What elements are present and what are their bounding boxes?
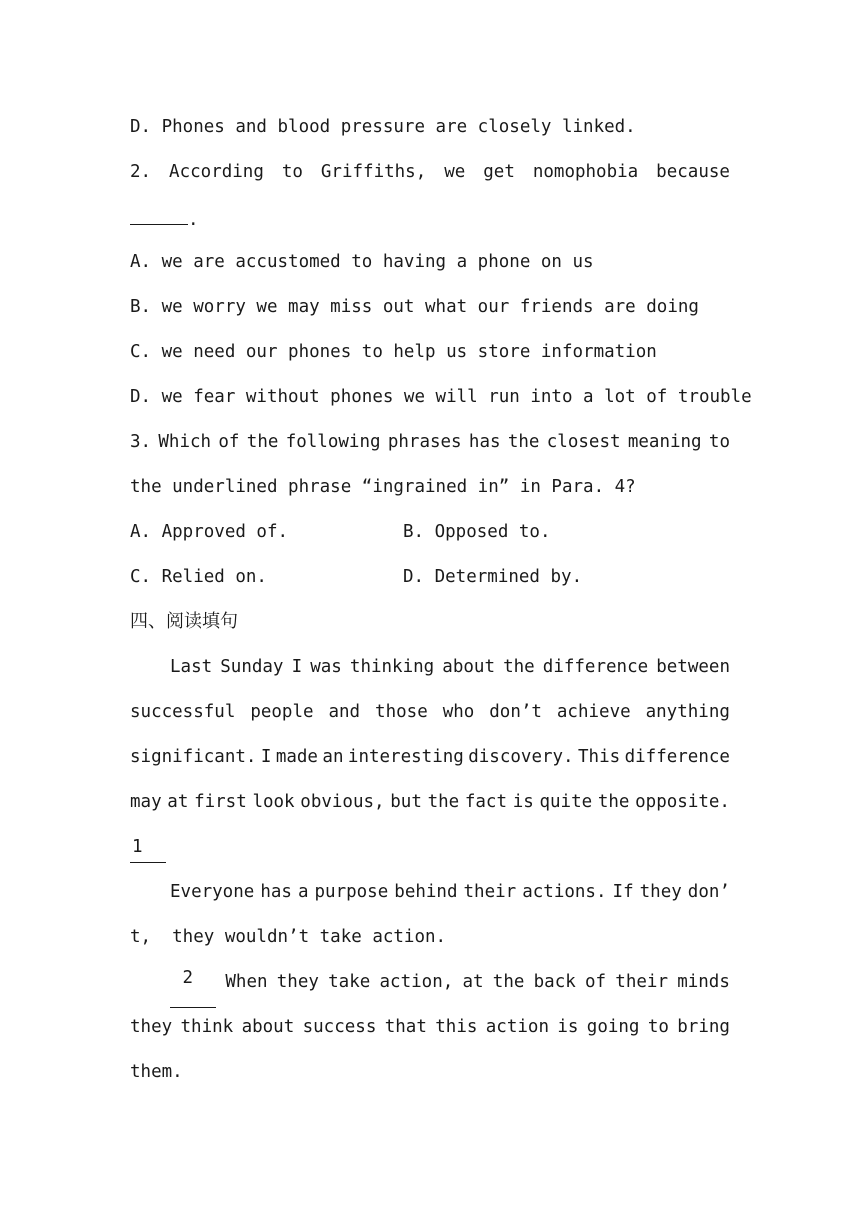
passage-p1-line4: [130, 783, 730, 828]
passage-blank-1-line: [130, 828, 730, 873]
word: they: [639, 882, 682, 902]
word: about: [241, 1017, 295, 1037]
passage-p1-line1: [130, 648, 730, 693]
q3-option-b: B. Opposed to.: [403, 522, 551, 542]
word: going: [586, 1017, 640, 1037]
document-page: [130, 108, 752, 1098]
word: take: [328, 972, 371, 992]
passage-p3-line3: them.: [130, 1062, 183, 1082]
word: success: [302, 1017, 377, 1037]
word: phrases: [387, 432, 462, 452]
word: When: [225, 972, 268, 992]
word: their: [615, 972, 668, 992]
word: I: [291, 657, 303, 677]
word: an: [322, 747, 344, 767]
word: If: [612, 882, 634, 902]
word: Everyone: [170, 882, 255, 902]
word: purpose: [314, 882, 389, 902]
word: the: [597, 792, 630, 812]
word: those: [375, 702, 428, 722]
word: achieve: [556, 702, 631, 722]
q3-option-c: C. Relied on.: [130, 567, 267, 587]
answer-blank-2: [170, 963, 216, 1008]
word: nomophobia: [532, 162, 639, 182]
word: may: [130, 792, 162, 812]
word: think: [180, 1017, 234, 1037]
q2-option-d: D. we fear without phones we will run into a lot of trouble: [130, 387, 752, 407]
word: and: [328, 702, 361, 722]
word: I: [260, 747, 272, 767]
word: discovery.: [468, 747, 574, 767]
word: the: [492, 972, 525, 992]
word: meaning: [627, 432, 702, 452]
word: don’t: [489, 702, 542, 722]
word: thinking: [349, 657, 435, 677]
word: they: [130, 1017, 173, 1037]
word: first: [194, 792, 247, 812]
q2-stem-end: .: [188, 210, 199, 230]
word: 3.: [130, 432, 152, 452]
answer-blank-1: [130, 832, 166, 863]
word: obvious,: [300, 792, 385, 812]
word: to: [281, 162, 303, 182]
blank-2-number: 2: [182, 968, 194, 988]
passage-p2-line2: t, they wouldn’t take action.: [130, 927, 447, 947]
word: a: [297, 882, 309, 902]
word: don’: [687, 882, 730, 902]
word: Sunday: [220, 657, 284, 677]
word: look: [252, 792, 295, 812]
word: to: [708, 432, 730, 452]
passage-p1-line2: [130, 693, 730, 738]
word: quite: [539, 792, 593, 812]
word: significant.: [130, 747, 257, 767]
word: of: [585, 972, 607, 992]
word: made: [275, 747, 318, 767]
word: anything: [645, 702, 730, 722]
blank-1-number: 1: [132, 837, 143, 857]
word: we: [444, 162, 466, 182]
word: at: [462, 972, 484, 992]
word: opposite.: [635, 792, 730, 812]
q2-option-c: C. we need our phones to help us store information: [130, 342, 657, 362]
word: Which: [158, 432, 212, 452]
word: According: [169, 162, 264, 182]
word: the: [246, 432, 279, 452]
word: actions.: [522, 882, 607, 902]
q3-option-d: D. Determined by.: [403, 567, 583, 587]
word: but: [390, 792, 422, 812]
answer-blank: [130, 198, 188, 225]
q3-stem-line1: [130, 423, 730, 468]
word: this: [435, 1017, 478, 1037]
q1-option-d: D. Phones and blood pressure are closely linked.: [130, 117, 636, 137]
word: action: [485, 1017, 549, 1037]
q3-option-a: A. Approved of.: [130, 522, 289, 542]
word: who: [442, 702, 475, 722]
q2-option-b: B. we worry we may miss out what our friends are doing: [130, 297, 699, 317]
word: the: [507, 432, 540, 452]
word: has: [260, 882, 292, 902]
word: closest: [546, 432, 621, 452]
word: interesting: [347, 747, 464, 767]
word: between: [656, 657, 730, 677]
word: successful: [130, 702, 236, 722]
word: at: [167, 792, 189, 812]
word: people: [250, 702, 314, 722]
word: get: [483, 162, 515, 182]
passage-p3-line1: [130, 963, 730, 1008]
section-heading: 四、阅读填句: [130, 611, 238, 632]
q2-stem-line1: [130, 153, 730, 198]
passage-p2-line1: [130, 873, 730, 918]
word: Griffiths,: [320, 162, 427, 182]
word: difference: [624, 747, 730, 767]
word: that: [384, 1017, 427, 1037]
word: bring: [677, 1017, 730, 1037]
word: Last: [170, 657, 213, 677]
passage-p3-line2: [130, 1008, 730, 1053]
word: is: [557, 1017, 579, 1037]
word: is: [512, 792, 534, 812]
word: minds: [677, 972, 730, 992]
word: about: [442, 657, 495, 677]
word: difference: [542, 657, 649, 677]
word: action,: [379, 972, 454, 992]
word: 2.: [130, 162, 152, 182]
q2-stem-line2: [130, 198, 730, 243]
word: This: [578, 747, 621, 767]
word: was: [310, 657, 342, 677]
word: has: [468, 432, 501, 452]
q3-stem-line2: the underlined phrase “ingrained in” in Para. 4?: [130, 477, 636, 497]
word: to: [647, 1017, 669, 1037]
word: the: [503, 657, 535, 677]
word: following: [285, 432, 381, 452]
passage-p1-line3: [130, 738, 730, 783]
word: of: [218, 432, 240, 452]
q3-options-row2: [130, 558, 730, 603]
word: their: [463, 882, 517, 902]
word: fact: [464, 792, 508, 812]
word: they: [276, 972, 319, 992]
word: because: [656, 162, 730, 182]
word: the: [427, 792, 460, 812]
q3-options-row1: [130, 513, 730, 558]
word: behind: [394, 882, 458, 902]
q2-option-a: A. we are accustomed to having a phone on us: [130, 252, 594, 272]
word: back: [533, 972, 576, 992]
